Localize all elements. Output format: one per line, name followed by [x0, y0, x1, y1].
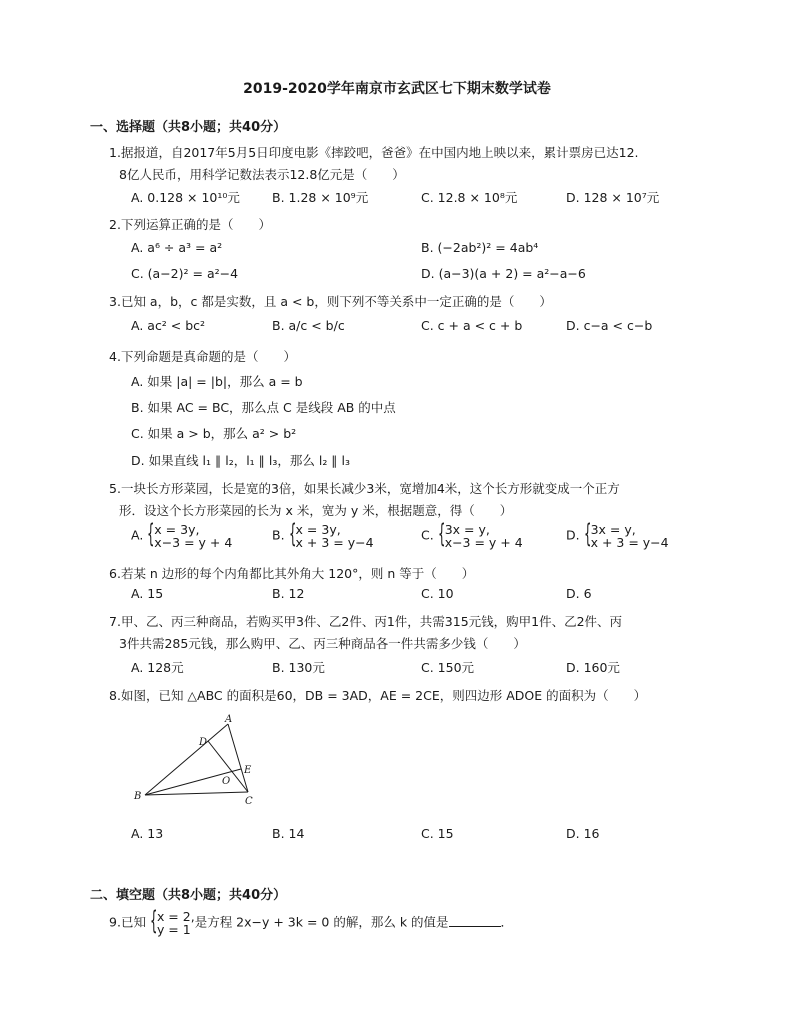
question-stem: 下列命题是真命题的是（ ） — [120, 349, 296, 364]
question-2 — [109, 215, 271, 233]
question-number: 4. — [109, 349, 121, 364]
question-stem: 已知 a，b，c 都是实数，且 a < b，则下列不等关系中一定正确的是（ ） — [120, 294, 552, 309]
equation-line: 3x = y, — [444, 522, 490, 537]
option-c: C. 150元 — [421, 660, 475, 675]
option-b: B. 1.28 × 10⁹元 — [272, 190, 369, 205]
brace-icon: { — [147, 519, 155, 549]
equation-system — [149, 906, 195, 937]
question-1-continuation: 8亿人民币，用科学记数法表示12.8亿元是（ ） — [119, 167, 405, 182]
equation-system — [437, 519, 523, 550]
segment-ac — [228, 724, 248, 792]
equation-line: x = 3y, — [154, 522, 200, 537]
brace-icon: { — [437, 519, 446, 549]
question-6 — [109, 564, 474, 582]
equation-line: x + 3 = y−4 — [295, 535, 374, 550]
option-a: A. 0.128 × 10¹⁰元 — [131, 190, 240, 205]
option-b: B. 14 — [272, 826, 305, 841]
question-number: 5. — [109, 481, 121, 496]
question-7-continuation: 3件共需285元钱，那么购甲、乙、丙三种商品各一件共需多少钱（ ） — [119, 636, 526, 651]
option-b: B. (−2ab²)² = 4ab⁴ — [421, 240, 539, 255]
option-d: D. 16 — [566, 826, 600, 841]
question-stem: 下列运算正确的是（ ） — [120, 217, 271, 232]
equation-line: x = 2, — [156, 909, 195, 924]
option-a: A. ac² < bc² — [131, 318, 206, 333]
question-stem: 若某 n 边形的每个内角都比其外角大 120°，则 n 等于（ ） — [120, 566, 475, 581]
option-d — [566, 519, 669, 550]
option-a: A. 13 — [131, 826, 164, 841]
option-d: D. c−a < c−b — [566, 318, 653, 333]
option-d: D. 如果直线 l₁ ∥ l₂，l₁ ∥ l₃，那么 l₂ ∥ l₃ — [131, 453, 351, 468]
label-c: C — [245, 796, 253, 807]
equation-system — [147, 519, 233, 550]
segment-ab — [145, 724, 231, 795]
option-a: A. 15 — [131, 586, 164, 601]
question-number: 2. — [109, 217, 121, 232]
option-label: B. — [272, 527, 285, 543]
equation-line: x = 3y, — [295, 522, 341, 537]
option-label: D. — [566, 527, 580, 543]
question-stem: 据报道，自2017年5月5日印度电影《摔跤吧，爸爸》在中国内地上映以来，累计票房已达12. — [120, 145, 639, 160]
label-e: E — [244, 765, 252, 776]
label-b: B — [134, 791, 142, 802]
equation-line: 3x = y, — [590, 522, 636, 537]
option-c: C. 如果 a > b，那么 a² > b² — [131, 426, 297, 441]
question-number: 7. — [109, 614, 121, 629]
triangle-figure — [130, 712, 270, 812]
option-c: C. 15 — [421, 826, 454, 841]
option-d: D. 128 × 10⁷元 — [566, 190, 660, 205]
brace-icon: { — [583, 519, 592, 549]
option-d: D. 160元 — [566, 660, 620, 675]
question-5 — [109, 479, 620, 497]
equation-line: x + 3 = y−4 — [590, 535, 669, 550]
question-stem: 一块长方形菜园，长是宽的3倍，如果长减少3米，宽增加4米，这个长方形就变成一个正方 — [120, 481, 620, 496]
option-label: A. — [131, 527, 144, 543]
option-c: C. (a−2)² = a²−4 — [131, 266, 239, 281]
equation-line: x−3 = y + 4 — [444, 535, 523, 550]
question-number: 3. — [109, 294, 121, 309]
question-1 — [109, 143, 639, 161]
option-c: C. 10 — [421, 586, 454, 601]
equation-line: y = 1 — [156, 922, 191, 937]
question-7 — [109, 612, 622, 630]
option-a — [131, 519, 233, 550]
question-8 — [109, 686, 646, 704]
equation-system — [288, 519, 374, 550]
option-a: A. a⁶ ÷ a³ = a² — [131, 240, 223, 255]
section-header-choice: 一、选择题（共8小题；共40分） — [90, 120, 287, 135]
question-stem: 是方程 2x−y + 3k = 0 的解，那么 k 的值是 — [194, 914, 449, 930]
brace-icon: { — [288, 519, 296, 549]
option-b — [272, 519, 374, 550]
label-o: O — [222, 776, 231, 787]
equation-system — [583, 519, 669, 550]
option-c — [421, 519, 523, 550]
option-b: B. 如果 AC = BC，那么点 C 是线段 AB 的中点 — [131, 400, 396, 415]
question-stem: 如图，已知 △ABC 的面积是60，DB = 3AD，AE = 2CE，则四边形 ADOE 的面积为（ ） — [120, 688, 647, 703]
brace-icon: { — [149, 906, 158, 936]
question-4 — [109, 347, 296, 365]
label-a: A — [225, 714, 233, 725]
question-end: ． — [500, 914, 514, 930]
page-title: 2019-2020学年南京市玄武区七下期末数学试卷 — [243, 81, 551, 97]
question-stem: 甲、乙、丙三种商品，若购买甲3件、乙2件、丙1件，共需315元钱，购甲1件、乙2件、丙 — [120, 614, 623, 629]
segment-bc — [145, 792, 248, 795]
option-d: D. 6 — [566, 586, 592, 601]
question-number: 8. — [109, 688, 121, 703]
question-9 — [109, 906, 514, 937]
question-number: 9. — [109, 914, 121, 930]
option-a: A. 如果 |a| = |b|，那么 a = b — [131, 374, 303, 389]
equation-line: x−3 = y + 4 — [154, 535, 233, 550]
option-b: B. 12 — [272, 586, 305, 601]
option-c: C. 12.8 × 10⁸元 — [421, 190, 518, 205]
answer-blank[interactable] — [449, 916, 501, 927]
question-3 — [109, 292, 552, 310]
option-c: C. c + a < c + b — [421, 318, 523, 333]
option-a: A. 128元 — [131, 660, 184, 675]
question-5-continuation: 形．设这个长方形菜园的长为 x 米，宽为 y 米，根据题意，得（ ） — [119, 503, 513, 518]
question-number: 6. — [109, 566, 121, 581]
option-b: B. 130元 — [272, 660, 325, 675]
section-header-fill: 二、填空题（共8小题；共40分） — [90, 888, 287, 903]
label-d: D — [199, 737, 208, 748]
option-b: B. a/c < b/c — [272, 318, 345, 333]
option-label: C. — [421, 527, 434, 543]
question-number: 1. — [109, 145, 121, 160]
option-d: D. (a−3)(a + 2) = a²−a−6 — [421, 266, 586, 281]
question-prefix: 已知 — [120, 914, 146, 930]
